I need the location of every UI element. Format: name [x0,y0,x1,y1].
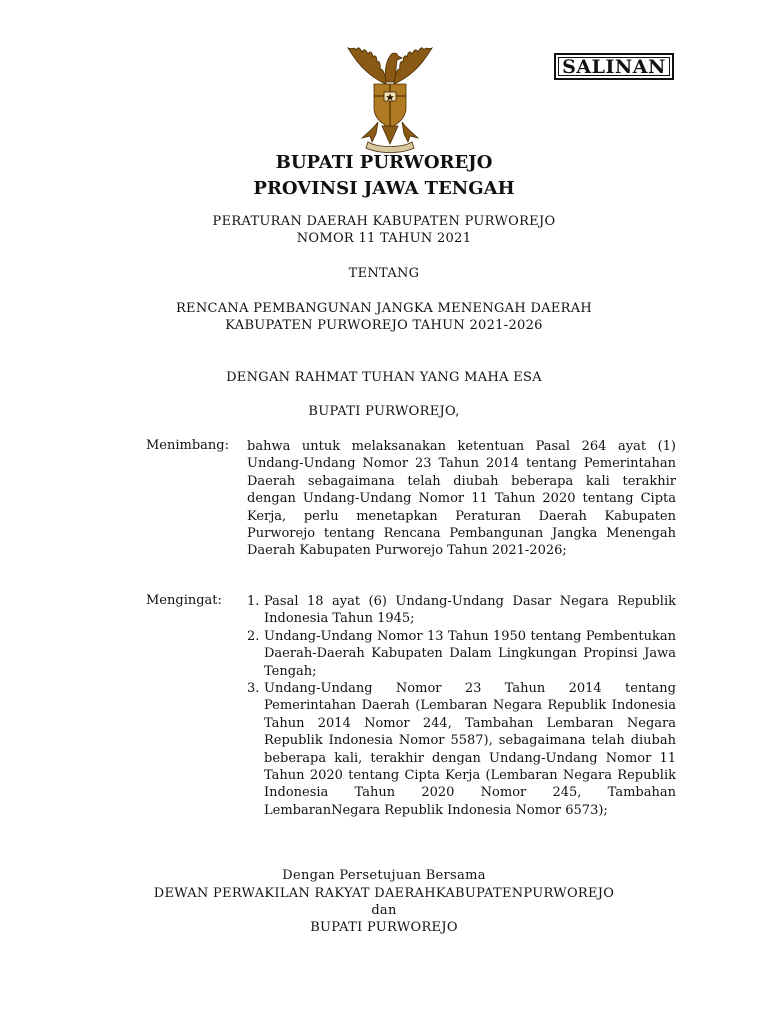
item-text: Pasal 18 ayat (6) Undang-Undang Dasar Negara Republik Indonesia Tahun 1945; [264,594,676,627]
mengingat-item [247,593,676,629]
stamp-label: SALINAN [562,55,666,78]
menimbang-label: Menimbang: [146,438,230,453]
item-text: Undang-Undang Nomor 13 Tahun 1950 tentang Pembentukan Daerah-Daerah Kabupaten Dalam Lingkungan Propinsi Jawa Tengah; [264,629,676,679]
salinan-stamp [554,53,674,80]
item-number: 2. [247,629,260,644]
menimbang-text: bahwa untuk melaksanakan ketentuan Pasal 264 ayat (1) Undang-Undang Nomor 23 Tahun 2014 tentang Pemerintahan Daerah sebagaimana telah diubah beberapa kali terakhir dengan Undang-Undang Nomor 11 Tahun 2020 tentang Cipta Kerja, perlu menetapkan Peraturan Daerah Kabupaten Purworejo tentang Rencana Pembangunan Jangka Menengah Daerah Kabupaten Purworejo Tahun 2021-2026; [247,439,676,559]
header-line-2: PROVINSI JAWA TENGAH [253,178,515,199]
approval-line-4: BUPATI PURWOREJO [310,920,458,935]
regulation-about: TENTANG [348,266,420,281]
mengingat-label: Mengingat: [146,593,222,608]
header-line-1: BUPATI PURWOREJO [275,152,493,173]
blessing-line: DENGAN RAHMAT TUHAN YANG MAHA ESA [226,370,542,385]
regulation-title-line-2: KABUPATEN PURWOREJO TAHUN 2021-2026 [225,318,543,333]
item-number: 3. [247,681,260,696]
garuda-emblem-icon [342,38,438,154]
approval-line-1: Dengan Persetujuan Bersama [282,868,486,883]
item-number: 1. [247,594,260,609]
regulation-title-line-1: RENCANA PEMBANGUNAN JANGKA MENENGAH DAERAH [175,301,593,316]
mengingat-item [247,628,676,682]
authority-line: BUPATI PURWOREJO, [308,404,460,419]
item-text: Undang-Undang Nomor 23 Tahun 2014 tentang Pemerintahan Daerah (Lembaran Negara Republik Indonesia Tahun 2014 Nomor 244, Tambahan Lembaran Negara Republik Indonesia Nomor 5587), sebagaimana telah diubah beberapa kali, terakhir dengan Undang-Undang Nomor 11 Tahun 2020 tentang Cipta Kerja (Lembaran Negara Republik Indonesia Tahun 2020 Nomor 245, Tambahan LembaranNegara Republik Indonesia Nomor 6573); [264,681,676,818]
mengingat-item [247,680,676,840]
approval-line-3: dan [371,903,397,918]
approval-line-2: DEWAN PERWAKILAN RAKYAT DAERAHKABUPATENPURWOREJO [153,886,615,901]
regulation-type: PERATURAN DAERAH KABUPATEN PURWOREJO [212,214,556,229]
regulation-number: NOMOR 11 TAHUN 2021 [296,231,472,246]
